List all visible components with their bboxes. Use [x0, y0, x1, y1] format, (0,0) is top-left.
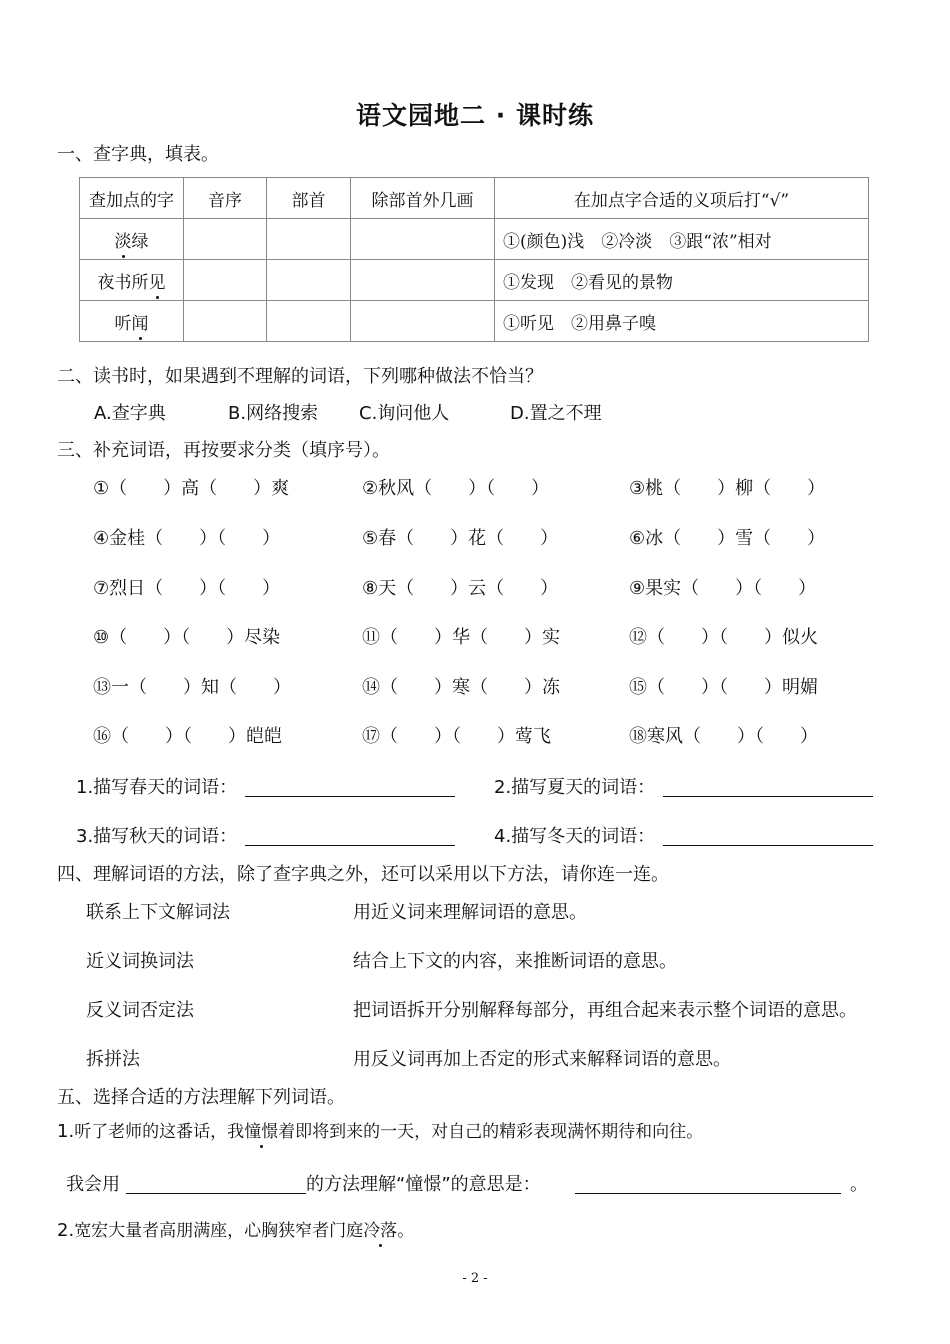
word-part: 听: [114, 313, 132, 334]
dictionary-table: [79, 177, 869, 342]
idiom-item[interactable]: ⑧天（ ）云（ ）: [362, 578, 559, 599]
yinxu-cell[interactable]: [184, 260, 267, 301]
dotted-word: 冷落: [363, 1216, 397, 1241]
sentence-number: 1.: [57, 1121, 75, 1142]
explanation-item[interactable]: 用近义词来理解词语的意思。: [353, 902, 587, 923]
meanings-cell[interactable]: ①(颜色)浅 ②冷淡 ③跟“浓”相对: [495, 219, 869, 260]
idiom-item[interactable]: ⑦烈日（ ）（ ）: [93, 578, 281, 599]
stroke-count-cell[interactable]: [351, 301, 495, 342]
section5-heading: 五、选择合适的方法理解下列词语。: [57, 1087, 345, 1108]
table-header: 在加点字合适的义项后打“√”: [495, 178, 869, 219]
option-d[interactable]: D.置之不理: [510, 403, 602, 424]
dotted-char: 闻: [132, 309, 149, 334]
meanings-cell[interactable]: ①听见 ②用鼻子嗅: [495, 301, 869, 342]
page-title: 语文园地二 · 课时练: [356, 101, 594, 130]
stroke-count-cell[interactable]: [351, 219, 495, 260]
option-a[interactable]: A.查字典: [94, 403, 166, 424]
sentence-text: 宽宏大量者高朋满座，心胸狭窄者门庭: [74, 1221, 364, 1241]
bushou-cell[interactable]: [267, 301, 351, 342]
option-c[interactable]: C.询问他人: [359, 403, 450, 424]
target-word: [244, 1122, 278, 1142]
page-number: - 2 -: [462, 1271, 488, 1286]
category-autumn-blank[interactable]: [245, 845, 455, 846]
section3-heading: 三、补充词语，再按要求分类（填序号）。: [57, 440, 390, 461]
table-header: 除部首外几画: [351, 178, 495, 219]
word-cell: [80, 301, 184, 342]
stroke-count-cell[interactable]: [351, 260, 495, 301]
dotted-char: 见: [149, 268, 166, 293]
category-winter-blank[interactable]: [663, 845, 873, 846]
idiom-item[interactable]: ⑥冰（ ）雪（ ）: [629, 528, 826, 549]
category-winter-label: 4.描写冬天的词语：: [494, 826, 656, 847]
table-row: [80, 219, 869, 260]
sentence-text: 。: [397, 1221, 415, 1241]
explanation-item[interactable]: 把词语拆开分别解释每部分，再组合起来表示整个词语的意思。: [353, 1000, 857, 1021]
bushou-cell[interactable]: [267, 260, 351, 301]
category-spring-blank[interactable]: [245, 796, 455, 797]
answer-end: 。: [850, 1174, 868, 1195]
answer-prefix: 我会用: [66, 1174, 120, 1195]
section2-heading: 二、读书时，如果遇到不理解的词语，下列哪种做法不恰当？: [57, 366, 543, 387]
category-autumn-label: 3.描写秋天的词语：: [76, 826, 238, 847]
section1-heading: 一、查字典，填表。: [57, 144, 219, 165]
section4-heading: 四、理解词语的方法，除了查字典之外，还可以采用以下方法，请你连一连。: [57, 864, 669, 885]
method-blank[interactable]: [126, 1193, 306, 1194]
dotted-word: 憧憬: [244, 1117, 278, 1142]
idiom-item[interactable]: ⑤春（ ）花（ ）: [362, 528, 559, 549]
yinxu-cell[interactable]: [184, 301, 267, 342]
idiom-item[interactable]: ⑰（ ）（ ）莺飞: [362, 726, 551, 747]
idiom-item[interactable]: ②秋风（ ）（ ）: [362, 478, 550, 499]
idiom-item[interactable]: ①（ ）高（ ）爽: [93, 478, 290, 499]
word-cell: [80, 219, 184, 260]
idiom-item[interactable]: ④金桂（ ）（ ）: [93, 528, 281, 549]
table-header: 查加点的字: [80, 178, 184, 219]
meaning-blank[interactable]: [575, 1193, 841, 1194]
table-header-row: [80, 178, 869, 219]
idiom-item[interactable]: ⑪（ ）华（ ）实: [362, 627, 560, 648]
sentence-text: 着即将到来的一天，对自己的精彩表现满怀期待和向往。: [278, 1122, 704, 1142]
table-row: [80, 301, 869, 342]
idiom-item[interactable]: ⑫（ ）（ ）似火: [629, 627, 818, 648]
sentence-text: 听了老师的这番话，我: [74, 1122, 245, 1142]
sentence-1: [57, 1117, 703, 1142]
method-item[interactable]: 拆拼法: [86, 1049, 140, 1070]
method-item[interactable]: 联系上下文解词法: [86, 902, 230, 923]
idiom-item[interactable]: ⑮（ ）（ ）明媚: [629, 677, 818, 698]
idiom-item[interactable]: ⑨果实（ ）（ ）: [629, 578, 817, 599]
bushou-cell[interactable]: [267, 219, 351, 260]
category-spring-label: 1.描写春天的词语：: [76, 777, 238, 798]
word-cell: [80, 260, 184, 301]
idiom-item[interactable]: ⑱寒风（ ）（ ）: [629, 726, 818, 747]
table-header: 部首: [267, 178, 351, 219]
yinxu-cell[interactable]: [184, 219, 267, 260]
dotted-char: 淡: [115, 227, 132, 252]
meanings-cell[interactable]: ①发现 ②看见的景物: [495, 260, 869, 301]
table-row: [80, 260, 869, 301]
sentence-number: 2.: [57, 1220, 75, 1241]
idiom-item[interactable]: ⑩（ ）（ ）尽染: [93, 627, 281, 648]
explanation-item[interactable]: 用反义词再加上否定的形式来解释词语的意思。: [353, 1049, 731, 1070]
word-part: 绿: [131, 231, 149, 252]
idiom-item[interactable]: ⑯（ ）（ ）皑皑: [93, 726, 282, 747]
idiom-item[interactable]: ⑭（ ）寒（ ）冻: [362, 677, 560, 698]
explanation-item[interactable]: 结合上下文的内容，来推断词语的意思。: [353, 951, 677, 972]
answer-middle: 的方法理解“憧憬”的意思是：: [306, 1174, 541, 1195]
method-item[interactable]: 近义词换词法: [86, 951, 194, 972]
idiom-item[interactable]: ③桃（ ）柳（ ）: [629, 478, 826, 499]
method-item[interactable]: 反义词否定法: [86, 1000, 194, 1021]
category-summer-label: 2.描写夏天的词语：: [494, 777, 656, 798]
idiom-item[interactable]: ⑬一（ ）知（ ）: [93, 677, 291, 698]
option-b[interactable]: B.网络搜索: [228, 403, 319, 424]
table-header: 音序: [184, 178, 267, 219]
word-part: 夜书所: [97, 272, 149, 293]
category-summer-blank[interactable]: [663, 796, 873, 797]
sentence-2: [57, 1216, 414, 1241]
